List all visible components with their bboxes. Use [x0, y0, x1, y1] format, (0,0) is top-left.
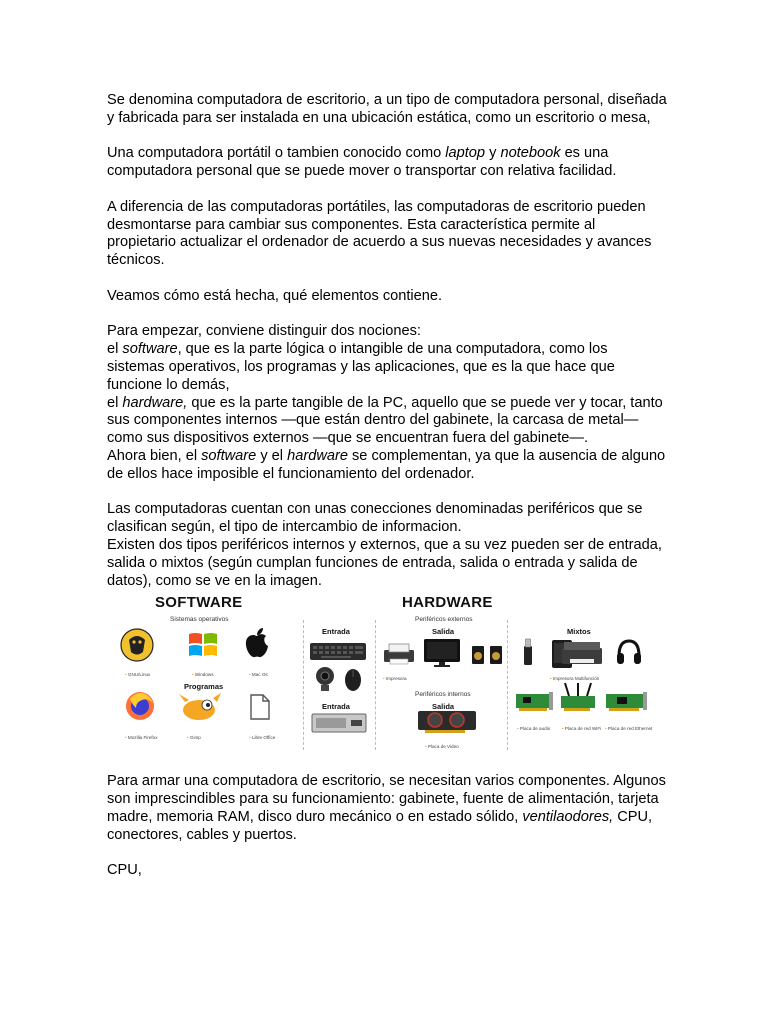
- mouse-icon: [343, 668, 363, 692]
- sound-card-icon: [515, 690, 555, 714]
- gnu-linux-icon: [120, 628, 154, 662]
- paragraph-differences: A diferencia de las computadoras portátiles, las computadoras de escritorio pueden desmontarse para cambiar sus componentes. Esta característica permite al propietario actualizar el ordenador de acuerdo a sus nuevas necesidades y avances técnicos.: [107, 198, 652, 269]
- monitor-icon: [423, 638, 461, 668]
- software-subtitle: Sistemas operativos: [170, 616, 229, 624]
- programas-heading: Programas: [184, 682, 224, 692]
- salida-internal-heading: Salida: [432, 702, 455, 712]
- paragraph-cpu: CPU,: [107, 862, 142, 879]
- paragraph-componentes: Para armar una computadora de escritorio, se necesitan varios componentes. Algunos son imprescindibles para su funcionamiento: gabinete, fuente de alimentación, tarjeta madre, memoria RAM, disco duro mecánico o en estado sólido, ventilaodores, CPU, conectores, cables y puertos.: [107, 773, 666, 843]
- salida-heading: Salida: [432, 627, 455, 637]
- keyboard-icon: [309, 640, 367, 662]
- impresora-caption: • Impresora: [383, 670, 407, 688]
- entrada-internal-heading: Entrada: [322, 702, 350, 712]
- mixtos-heading: Mixtos: [567, 627, 591, 637]
- paragraph-perifericos: Las computadoras cuentan con unas conecciones denominadas periféricos que se clasifican según, el tipo de intercambio de informacion. Existen dos tipos periféricos internos y externos, que a su vez pueden ser de entrada, salida o mixtos (según cumplan funciones de entrada, salida o entrada y salida de datos), como se ve en la imagen.: [107, 501, 662, 589]
- hardware-title: HARDWARE: [402, 594, 493, 612]
- multifunction-printer-icon: [560, 640, 604, 666]
- perifericos-internos-label: Periféricos internos: [415, 691, 471, 699]
- software-title: SOFTWARE: [155, 594, 243, 612]
- paragraph-desktop-definition: Se denomina computadora de escritorio, a un tipo de computadora personal, diseñada y fabricada para ser instalada en una ubicación estática, como un escritorio o mesa,: [107, 92, 667, 126]
- usb-drive-icon: [522, 638, 534, 666]
- placa-wifi-caption: • Placa de red WiFi: [562, 720, 601, 738]
- paragraph-laptop-definition: Una computadora portátil o tambien conocido como laptop y notebook es una computadora personal que se puede mover o transportar con relativa facilidad.: [107, 145, 617, 180]
- figure-divider-2: [375, 620, 376, 750]
- windows-caption: • Windows: [192, 666, 214, 684]
- impresora-multifuncion-caption: • Impresora Multifunción: [550, 670, 599, 688]
- placa-audio-caption: • Placa de audio: [517, 720, 550, 738]
- wifi-card-icon: [559, 682, 599, 714]
- software-hardware-figure: [107, 590, 661, 755]
- apple-icon: [243, 627, 271, 659]
- video-card-icon: [417, 708, 477, 734]
- webcam-icon: [311, 666, 339, 692]
- speakers-icon: [471, 645, 503, 665]
- headphones-icon: [615, 638, 643, 666]
- entrada-heading: Entrada: [322, 627, 350, 637]
- paragraph-veamos: Veamos cómo está hecha, qué elementos contiene.: [107, 287, 443, 304]
- firefox-icon: [124, 690, 156, 722]
- placa-ethernet-caption: • Placa de red Ethernet: [605, 720, 652, 738]
- gnu-linux-caption: • GNU/Linux: [125, 666, 150, 684]
- libreoffice-caption: • Libre Office: [249, 729, 275, 747]
- figure-divider-3: [507, 620, 508, 750]
- windows-icon: [187, 630, 219, 660]
- printer-icon: [382, 642, 416, 666]
- figure-divider-1: [303, 620, 304, 750]
- video-card-caption: • Placa de Video: [425, 738, 459, 755]
- hard-drive-icon: [311, 712, 367, 734]
- gimp-icon: [177, 692, 223, 722]
- firefox-caption: • Mozilla Firefox: [125, 729, 158, 747]
- hardware-subtitle: Periféricos externos: [415, 616, 473, 624]
- document-body: [107, 92, 667, 898]
- macos-caption: • Mac Os: [249, 666, 268, 684]
- paragraph-nociones: Para empezar, conviene distinguir dos nociones: el software, que es la parte lógica o intangible de una computadora, como los sistemas operativos, los programas y las aplicaciones, que es la que hace que funcione lo demás, el hardware, que es la parte tangible de la PC, aquello que se puede ver y tocar, tanto sus componentes internos —que están dentro del gabinete, la carcasa de metal— como sus dispositivos externos —que se encuentran fuera del gabinete—. Ahora bien, el software y el hardware se complementan, ya que la ausencia de alguno de ellos hace imposible el funcionamiento del ordenador.: [107, 323, 666, 482]
- gimp-caption: • Gimp: [187, 729, 201, 747]
- ethernet-card-icon: [605, 690, 649, 714]
- libreoffice-icon: [249, 694, 271, 720]
